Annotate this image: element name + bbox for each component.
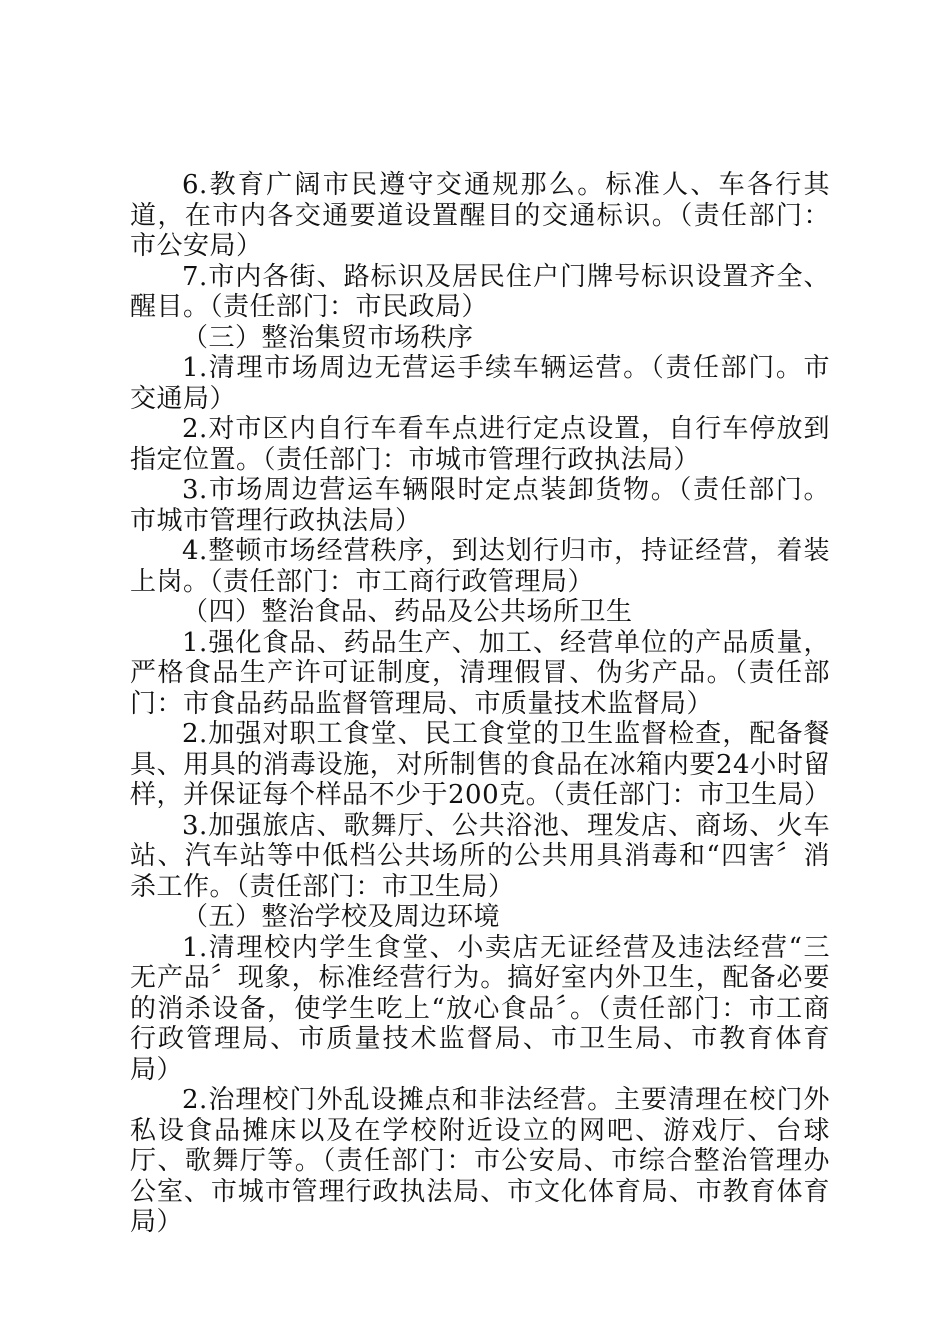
- list-item-3-1: 1.清理市场周边无营运手续车辆运营。（责任部门。市交通局）: [130, 353, 830, 414]
- list-item-7: 7.市内各街、路标识及居民住户门牌号标识设置齐全、醒目。（责任部门：市民政局）: [130, 261, 830, 322]
- list-item-4-1: 1.强化食品、药品生产、加工、经营单位的产品质量，严格食品生产许可证制度，清理假冒、伪劣产品。（责任部门：市食品药品监督管理局、市质量技术监督局）: [130, 627, 830, 719]
- list-item-4-2: 2.加强对职工食堂、民工食堂的卫生监督检查，配备餐具、用具的消毒设施，对所制售的食品在冰箱内要24小时留样，并保证每个样品不少于200克。（责任部门：市卫生局）: [130, 719, 831, 810]
- section-heading-3: （三）整治集贸市场秩序: [182, 322, 474, 353]
- list-item-3-3: 3.市场周边营运车辆限时定点装卸货物。（责任部门。市城市管理行政执法局）: [130, 475, 830, 536]
- list-item-5-1: 1.清理校内学生食堂、小卖店无证经营及违法经营“三无产品〞现象，标准经营行为。搞好室内外卫生，配备必要的消杀设备，使学生吃上“放心食品〞。（责任部门：市工商行政管理局、市质量技术监督局、市卫生局、市教育体育局）: [130, 932, 830, 1085]
- document-body: [130, 170, 830, 1238]
- section-heading-5: （五）整治学校及周边环境: [182, 902, 501, 932]
- list-item-3-4: 4.整顿市场经营秩序，到达划行归市，持证经营，着装上岗。（责任部门：市工商行政管理局）: [130, 536, 830, 597]
- list-item-5-2: 2.治理校门外乱设摊点和非法经营。主要清理在校门外私设食品摊床以及在学校附近设立的网吧、游戏厅、台球厅、歌舞厅等。（责任部门：市公安局、市综合整治管理办公室、市城市管理行政执法局、市文化体育局、市教育体育局）: [130, 1085, 830, 1237]
- list-item-3-2: 2.对市区内自行车看车点进行定点设置，自行车停放到指定位置。（责任部门：市城市管理行政执法局）: [130, 414, 830, 475]
- list-item-4-3: 3.加强旅店、歌舞厅、公共浴池、理发店、商场、火车站、汽车站等中低档公共场所的公共用具消毒和“四害〞消杀工作。（责任部门：市卫生局）: [130, 810, 830, 902]
- section-heading-4: （四）整治食品、药品及公共场所卫生: [182, 597, 633, 627]
- list-item-6: 6.教育广阔市民遵守交通规那么。标准人、车各行其道，在市内各交通要道设置醒目的交通标识。（责任部门：市公安局）: [130, 170, 830, 261]
